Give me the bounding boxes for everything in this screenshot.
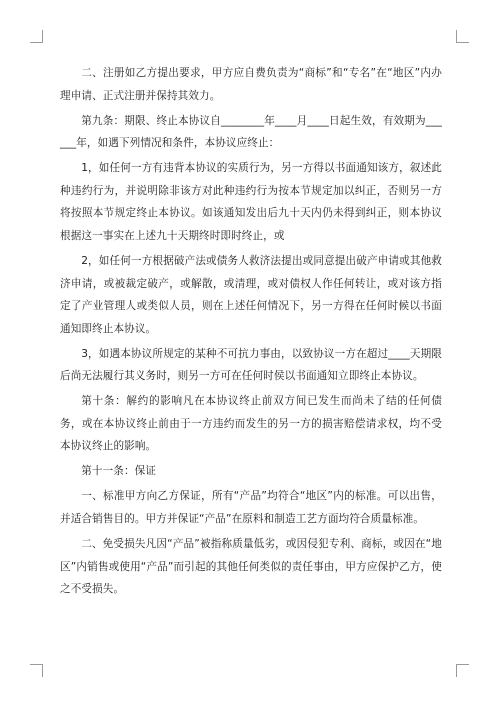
paragraph-article-9-term: 第九条：期限、终止本协议自________年____月____日起生效，有效期为______年，如遇下列情况和条件，本协议应终止： bbox=[60, 114, 442, 150]
crop-mark-bottom-right bbox=[456, 664, 469, 677]
paragraph-article-11-indemnity: 二、免受损失凡因“产品”被指称质量低劣，或因侵犯专利、商标，或因在“地区”内销售或使用“产品”而引起的其他任何类似的责任事由，甲方应保护乙方，使之不受损失。 bbox=[60, 538, 442, 596]
paragraph-article-9-item-3: 3，如遇本协议所规定的某种不可抗力事由，以致协议一方在超过____天期限后尚无法履行其义务时，则另一方可在任何时侯以书面通知立即终止本协议。 bbox=[60, 347, 442, 383]
paragraph-article-10: 第十条：解约的影响凡在本协议终止前双方间已发生而尚未了结的任何债务，或在本协议终止前由于一方违约而发生的另一方的损害赔偿请求权，均不受本协议终止的影响。 bbox=[60, 395, 442, 453]
paragraph-article-9-item-2: 2，如任何一方根据破产法或债务人救济法提出或同意提出破产申请或其他救济申请，或被裁定破产，或解散，或清理，或对债权人作任何转让，或对该方指定了产业管理人或类似人员，则在上述任何情况下，另一方得在任何时候以书面通知即终止本协议。 bbox=[60, 254, 442, 335]
crop-mark-bottom-left bbox=[30, 664, 43, 677]
crop-mark-top-left bbox=[30, 30, 43, 43]
paragraph-article-11-heading: 第十一条：保证 bbox=[81, 465, 157, 478]
crop-mark-top-right bbox=[456, 30, 469, 43]
paragraph-article-9-item-1: 1，如任何一方有违背本协议的实质行为，另一方得以书面通知该方，叙述此种违约行为，并说明除非该方对此种违约行为按本节规定加以纠正，否则另一方将按照本节规定终止本协议。如该通知发出后九十天内仍未得到纠正，则本协议根据这一事实在上述九十天期终时即时终止，或 bbox=[60, 162, 442, 242]
document-body bbox=[60, 62, 442, 603]
paragraph-article-11-standard: 一、标准甲方向乙方保证，所有“产品”均符合“地区”内的标准。可以出售，并适合销售目的。甲方并保证“产品”在原料和制造工艺方面均符合质量标准。 bbox=[60, 490, 442, 526]
paragraph-registration: 二、注册如乙方提出要求，甲方应自费负责为“商标”和“专名”在“地区”内办理申请、正式注册并保持其效力。 bbox=[60, 67, 442, 102]
